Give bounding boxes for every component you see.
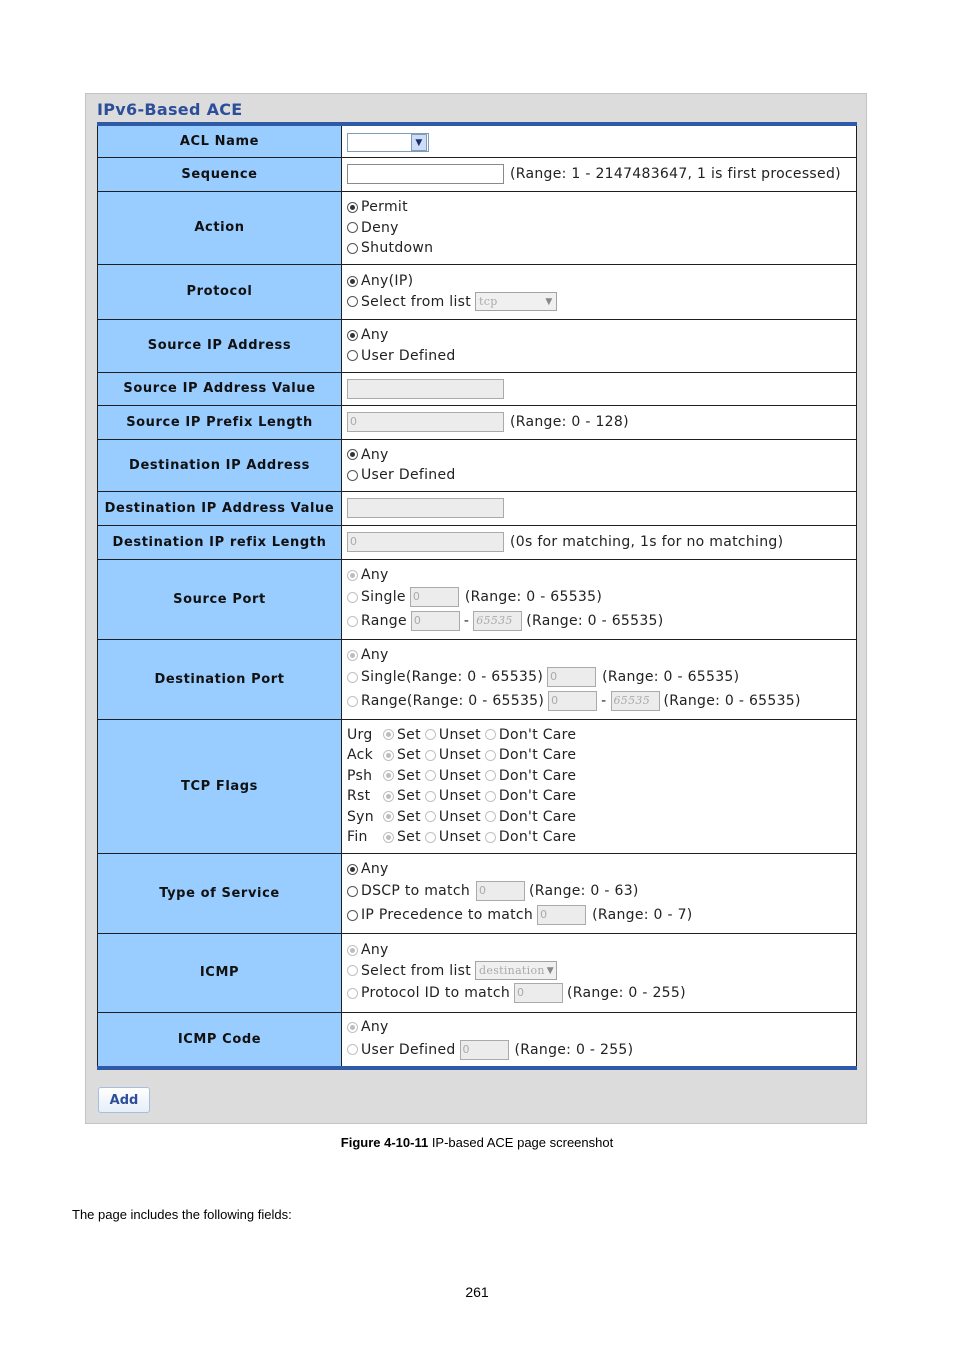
tcp-flag-syn-unset-label: Unset: [438, 808, 481, 825]
dst-port-any-radio[interactable]: [347, 650, 358, 661]
src-ip-value-label: Source IP Address Value: [98, 372, 342, 405]
tcp-flag-psh-set-label: Set: [397, 767, 421, 784]
src-ip-user-radio[interactable]: [347, 350, 358, 361]
tos-any-radio[interactable]: [347, 864, 358, 875]
row-dst-prefix: [98, 525, 857, 559]
dst-ip-user-radio[interactable]: [347, 470, 358, 481]
tcp-flags-cell: [342, 719, 857, 853]
icmp-select[interactable]: [475, 961, 557, 980]
tcp-flag-fin-dontcare-radio[interactable]: [485, 832, 496, 843]
row-src-ip: [98, 319, 857, 372]
tcp-flag-urg-dontcare-radio[interactable]: [485, 729, 496, 740]
tcp-flag-fin-label: Fin: [347, 829, 368, 846]
icmp-code-user-label: User Defined: [361, 1041, 456, 1058]
icmp-select-value: destination: [479, 964, 545, 978]
action-shutdown-label: Shutdown: [361, 240, 434, 256]
icmp-label: ICMP: [98, 933, 342, 1012]
tcp-flag-rst-label: Rst: [347, 788, 371, 805]
tcp-flag-urg-set-radio[interactable]: [383, 729, 394, 740]
tcp-flag-urg-set-label: Set: [397, 726, 421, 743]
tcp-flag-ack-set-label: Set: [397, 747, 421, 764]
tcp-flag-urg-unset-label: Unset: [438, 726, 481, 743]
src-port-any-radio[interactable]: [347, 570, 358, 581]
icmp-proto-radio[interactable]: [347, 988, 358, 999]
dst-ip-value-label: Destination IP Address Value: [98, 491, 342, 525]
protocol-list-radio[interactable]: [347, 296, 358, 307]
action-permit-label: Permit: [361, 199, 408, 215]
sequence-label: Sequence: [98, 157, 342, 191]
tos-dscp-label: DSCP to match: [361, 883, 471, 900]
row-icmp-code: [98, 1012, 857, 1068]
tcp-flag-syn-unset-radio[interactable]: [425, 811, 436, 822]
src-port-range-to-input[interactable]: 65535: [473, 611, 522, 631]
tos-any-label: Any: [361, 861, 389, 877]
src-prefix-label: Source IP Prefix Length: [98, 405, 342, 439]
icmp-list-label: Select from list: [361, 962, 472, 979]
src-port-single-hint: (Range: 0 - 65535): [464, 589, 603, 606]
dst-port-range-hint: (Range: 0 - 65535): [663, 693, 801, 710]
src-port-range-dash: -: [463, 613, 470, 630]
tcp-flag-rst-set-label: Set: [397, 788, 421, 805]
row-icmp: [98, 933, 857, 1012]
tcp-flag-row: [347, 766, 856, 787]
row-dst-ip-value: [98, 491, 857, 525]
dst-port-range-to-input[interactable]: 65535: [611, 691, 660, 711]
action-deny-radio[interactable]: [347, 222, 358, 233]
ipv6-ace-panel: [85, 93, 867, 1124]
icmp-code-user-radio[interactable]: [347, 1044, 358, 1055]
tcp-flag-ack-unset-radio[interactable]: [425, 750, 436, 761]
tcp-flag-ack-unset-label: Unset: [438, 747, 481, 764]
icmp-code-any-radio[interactable]: [347, 1022, 358, 1033]
tcp-flag-psh-unset-label: Unset: [438, 767, 481, 784]
dst-prefix-hint: (0s for matching, 1s for no matching): [510, 534, 784, 550]
icmp-any-radio[interactable]: [347, 945, 358, 956]
chevron-down-icon: ▼: [411, 134, 427, 151]
icmp-code-label: ICMP Code: [98, 1012, 342, 1068]
protocol-any-radio[interactable]: [347, 276, 358, 287]
src-port-single-label: Single: [361, 589, 406, 606]
dst-port-range-label: Range(Range: 0 - 65535): [361, 693, 545, 710]
row-protocol: [98, 264, 857, 319]
acl-name-label: ACL Name: [98, 124, 342, 157]
src-port-range-from-input[interactable]: 0: [411, 611, 460, 631]
panel-title: IPv6-Based ACE: [97, 100, 243, 119]
icmp-any-label: Any: [361, 942, 389, 959]
dst-port-single-input[interactable]: 0: [547, 667, 596, 687]
src-port-range-hint: (Range: 0 - 65535): [526, 613, 664, 630]
page-number: 261: [465, 1284, 489, 1300]
src-port-single-radio[interactable]: [347, 592, 358, 603]
icmp-proto-input[interactable]: 0: [514, 983, 563, 1003]
row-tcp-flags: [98, 719, 857, 853]
tcp-flag-rst-set-radio[interactable]: [383, 791, 394, 802]
src-ip-any-label: Any: [361, 327, 389, 344]
tcp-flag-urg-dontcare-label: Don't Care: [498, 726, 577, 743]
tcp-flag-row: [347, 807, 856, 828]
dst-ip-value-input[interactable]: [347, 498, 504, 518]
tcp-flag-syn-dontcare-radio[interactable]: [485, 811, 496, 822]
dst-ip-any-radio[interactable]: [347, 449, 358, 460]
tcp-flag-fin-set-label: Set: [397, 829, 421, 846]
dst-port-any-label: Any: [361, 647, 389, 663]
src-ip-value-input[interactable]: [347, 379, 504, 399]
add-button[interactable]: Add: [98, 1087, 150, 1113]
row-dst-port: [98, 639, 857, 719]
tcp-flag-rst-unset-label: Unset: [438, 788, 481, 805]
protocol-any-label: Any(IP): [361, 273, 414, 290]
protocol-label: Protocol: [98, 264, 342, 319]
acl-name-select[interactable]: [347, 133, 429, 152]
dst-port-single-label: Single(Range: 0 - 65535): [361, 669, 544, 686]
src-port-range-label: Range: [361, 613, 407, 630]
dst-ip-user-label: User Defined: [361, 467, 456, 484]
action-shutdown-radio[interactable]: [347, 243, 358, 254]
sequence-input[interactable]: [347, 164, 504, 184]
row-action: [98, 191, 857, 264]
tcp-flag-psh-dontcare-label: Don't Care: [498, 767, 577, 784]
chevron-down-icon: ▼: [545, 296, 553, 307]
tcp-flag-syn-set-radio[interactable]: [383, 811, 394, 822]
row-src-ip-value: [98, 372, 857, 405]
src-ip-any-radio[interactable]: [347, 330, 358, 341]
tcp-flag-ack-set-radio[interactable]: [383, 750, 394, 761]
tcp-flag-syn-set-label: Set: [397, 808, 421, 825]
tcp-flag-psh-set-radio[interactable]: [383, 770, 394, 781]
src-ip-user-label: User Defined: [361, 347, 456, 364]
tcp-flag-row: [347, 745, 856, 766]
row-dst-ip: [98, 439, 857, 491]
tcp-flag-psh-dontcare-radio[interactable]: [485, 770, 496, 781]
row-src-prefix: [98, 405, 857, 439]
action-deny-label: Deny: [361, 219, 399, 236]
tos-label: Type of Service: [98, 853, 342, 933]
tos-dscp-hint: (Range: 0 - 63): [529, 883, 639, 900]
protocol-select[interactable]: [475, 292, 557, 311]
dst-ip-any-label: Any: [361, 446, 389, 463]
tcp-flag-row: [347, 786, 856, 807]
tcp-flag-rst-dontcare-radio[interactable]: [485, 791, 496, 802]
tcp-flag-row: [347, 725, 856, 746]
tcp-flag-urg-label: Urg: [347, 726, 373, 743]
figure-number: Figure 4-10-11: [340, 1135, 429, 1150]
dst-port-range-radio[interactable]: [347, 696, 358, 707]
tcp-flag-ack-dontcare-radio[interactable]: [485, 750, 496, 761]
src-port-single-input[interactable]: 0: [410, 587, 459, 607]
tcp-flag-psh-label: Psh: [347, 767, 373, 784]
tcp-flags-label: TCP Flags: [98, 719, 342, 853]
icmp-code-hint: (Range: 0 - 255): [514, 1041, 634, 1058]
src-prefix-input[interactable]: 0: [347, 412, 504, 432]
icmp-proto-hint: (Range: 0 - 255): [567, 985, 686, 1001]
tcp-flag-rst-unset-radio[interactable]: [425, 791, 436, 802]
dst-port-label: Destination Port: [98, 639, 342, 719]
protocol-list-label: Select from list: [361, 293, 472, 310]
src-ip-label: Source IP Address: [98, 319, 342, 372]
action-permit-radio[interactable]: [347, 202, 358, 213]
tcp-flag-psh-unset-radio[interactable]: [425, 770, 436, 781]
tcp-flag-fin-dontcare-label: Don't Care: [498, 829, 577, 846]
tcp-flag-syn-dontcare-label: Don't Care: [498, 808, 577, 825]
dst-port-range-from-input[interactable]: 0: [548, 691, 597, 711]
tcp-flag-fin-set-radio[interactable]: [383, 832, 394, 843]
tos-prec-input[interactable]: 0: [537, 905, 586, 925]
tcp-flag-fin-unset-label: Unset: [438, 829, 481, 846]
protocol-select-value: tcp: [479, 295, 498, 309]
figure-caption: [0, 1135, 954, 1150]
tcp-flag-row: [347, 827, 856, 848]
row-acl-name: [98, 124, 857, 157]
dst-port-single-radio[interactable]: [347, 672, 358, 683]
body-paragraph: The page includes the following fields:: [72, 1207, 292, 1222]
icmp-code-input[interactable]: 0: [460, 1040, 509, 1060]
dst-ip-label: Destination IP Address: [98, 439, 342, 491]
dst-port-range-dash: -: [601, 693, 607, 710]
action-label: Action: [98, 191, 342, 264]
tos-dscp-radio[interactable]: [347, 886, 358, 897]
ace-form-table: [97, 122, 857, 1070]
src-port-any-label: Any: [361, 567, 389, 583]
icmp-list-radio[interactable]: [347, 965, 358, 976]
tcp-flag-rst-dontcare-label: Don't Care: [498, 788, 577, 805]
tcp-flag-urg-unset-radio[interactable]: [425, 729, 436, 740]
row-sequence: [98, 157, 857, 191]
src-port-label: Source Port: [98, 559, 342, 639]
dst-prefix-input[interactable]: 0: [347, 532, 504, 552]
tos-dscp-input[interactable]: 0: [476, 881, 525, 901]
sequence-hint: (Range: 1 - 2147483647, 1 is first processed): [510, 166, 841, 182]
tos-prec-radio[interactable]: [347, 910, 358, 921]
tcp-flag-fin-unset-radio[interactable]: [425, 832, 436, 843]
figure-text: IP-based ACE page screenshot: [428, 1135, 614, 1150]
tos-prec-hint: (Range: 0 - 7): [592, 907, 693, 924]
src-port-range-radio[interactable]: [347, 616, 358, 627]
chevron-down-icon: ▼: [546, 965, 555, 976]
src-prefix-hint: (Range: 0 - 128): [510, 414, 629, 430]
icmp-code-any-label: Any: [361, 1019, 389, 1036]
dst-port-single-hint: (Range: 0 - 65535): [602, 669, 740, 686]
icmp-proto-label: Protocol ID to match: [361, 985, 511, 1001]
tos-prec-label: IP Precedence to match: [361, 907, 534, 924]
tcp-flag-ack-label: Ack: [347, 747, 374, 764]
row-tos: [98, 853, 857, 933]
tcp-flag-ack-dontcare-label: Don't Care: [498, 747, 577, 764]
row-src-port: [98, 559, 857, 639]
dst-prefix-label: Destination IP refix Length: [98, 525, 342, 559]
tcp-flag-syn-label: Syn: [347, 808, 374, 825]
